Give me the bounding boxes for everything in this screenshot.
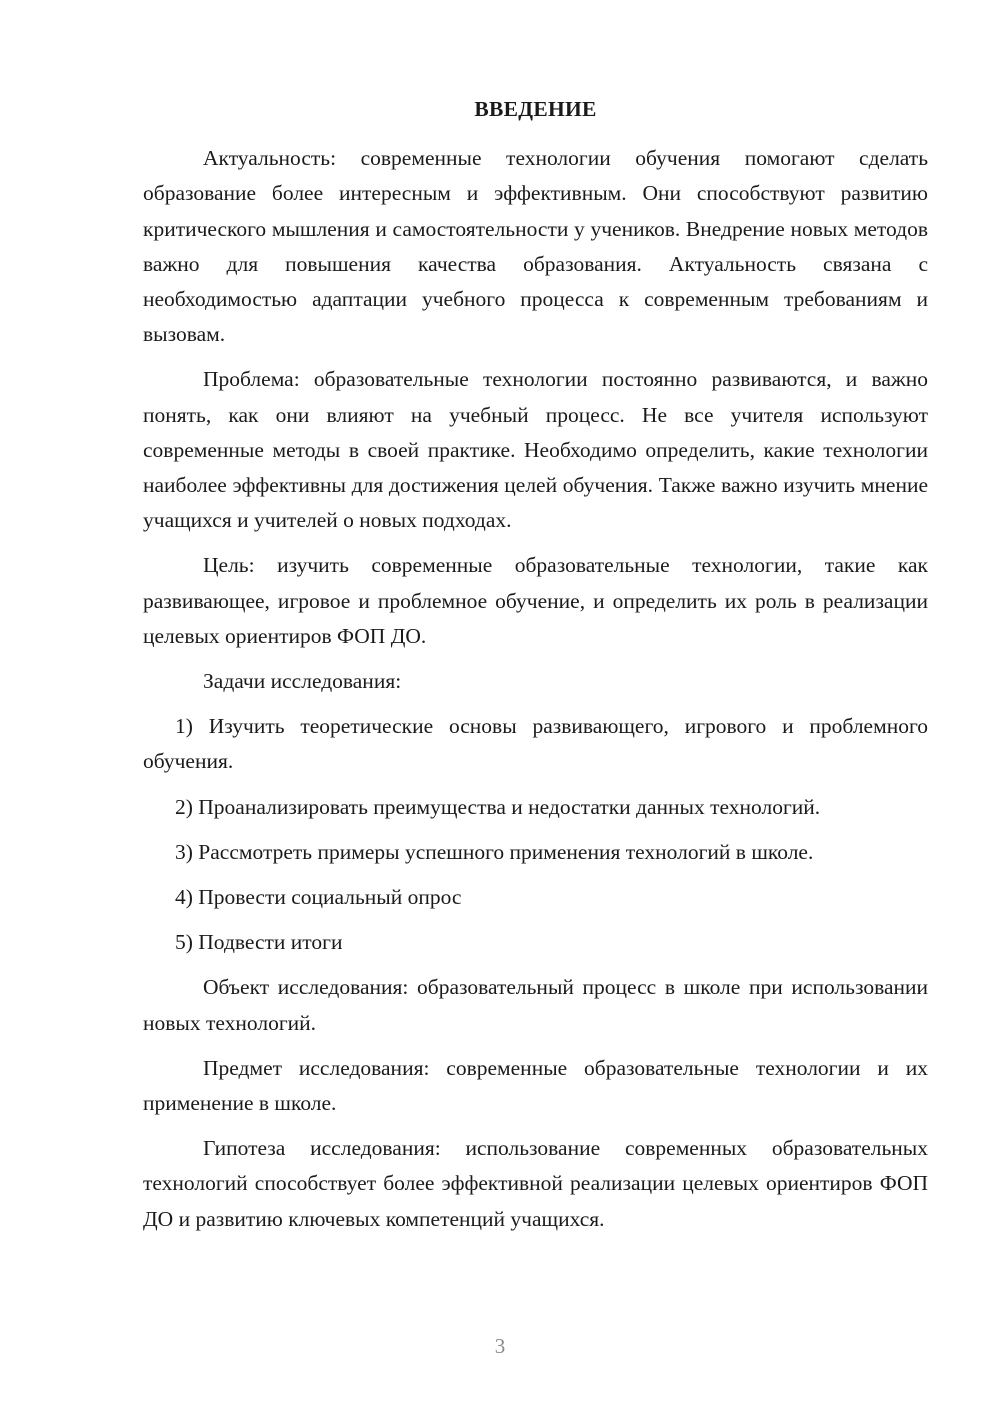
object-paragraph: Объект исследования: образовательный процесс в школе при использовании новых технологий. (143, 975, 928, 1035)
tasks-heading: Задачи исследования: (203, 669, 402, 694)
document-page (143, 92, 928, 1247)
hypothesis-paragraph: Гипотеза исследования: использование современных образовательных технологий способствует более эффективной реализации целевых ориентиров ФОП ДО и развитию ключевых компетенций учащихся. (143, 1136, 928, 1231)
task-item-1: 1) Изучить теоретические основы развивающего, игрового и проблемного обучения. (143, 714, 928, 774)
subject-paragraph: Предмет исследования: современные образовательные технологии и их применение в школе. (143, 1055, 928, 1116)
page-number: 3 (494, 1334, 506, 1358)
task-item-3: 3) Рассмотреть примеры успешного применения технологий в школе. (175, 839, 814, 864)
page-title: ВВЕДЕНИЕ (474, 97, 597, 121)
goal-paragraph: Цель: изучить современные образовательные технологии, такие как развивающее, игровое и проблемное обучение, и определить их роль в реализации целевых ориентиров ФОП ДО. (143, 553, 928, 648)
problem-paragraph: Проблема: образовательные технологии постоянно развиваются, и важно понять, как они влияют на учебный процесс. Не все учителя используют современные методы в своей практике. Необходимо определить, какие технологии наиболее эффективны для достижения целей обучения. Также важно изучить мнение учащихся и учителей о новых подходах. (143, 367, 928, 533)
task-item-4: 4) Провести социальный опрос (175, 885, 462, 910)
relevance-paragraph: Актуальность: современные технологии обучения помогают сделать образование более интересным и эффективным. Они способствуют развитию критического мышления и самостоятельности у учеников. Внедрение новых методов важно для повышения качества образования. Актуальность связана с необходимостью адаптации учебного процесса к современным требованиям и вызовам. (143, 146, 928, 347)
task-item-2: 2) Проанализировать преимущества и недостатки данных технологий. (175, 794, 821, 819)
task-item-5: 5) Подвести итоги (175, 930, 343, 955)
